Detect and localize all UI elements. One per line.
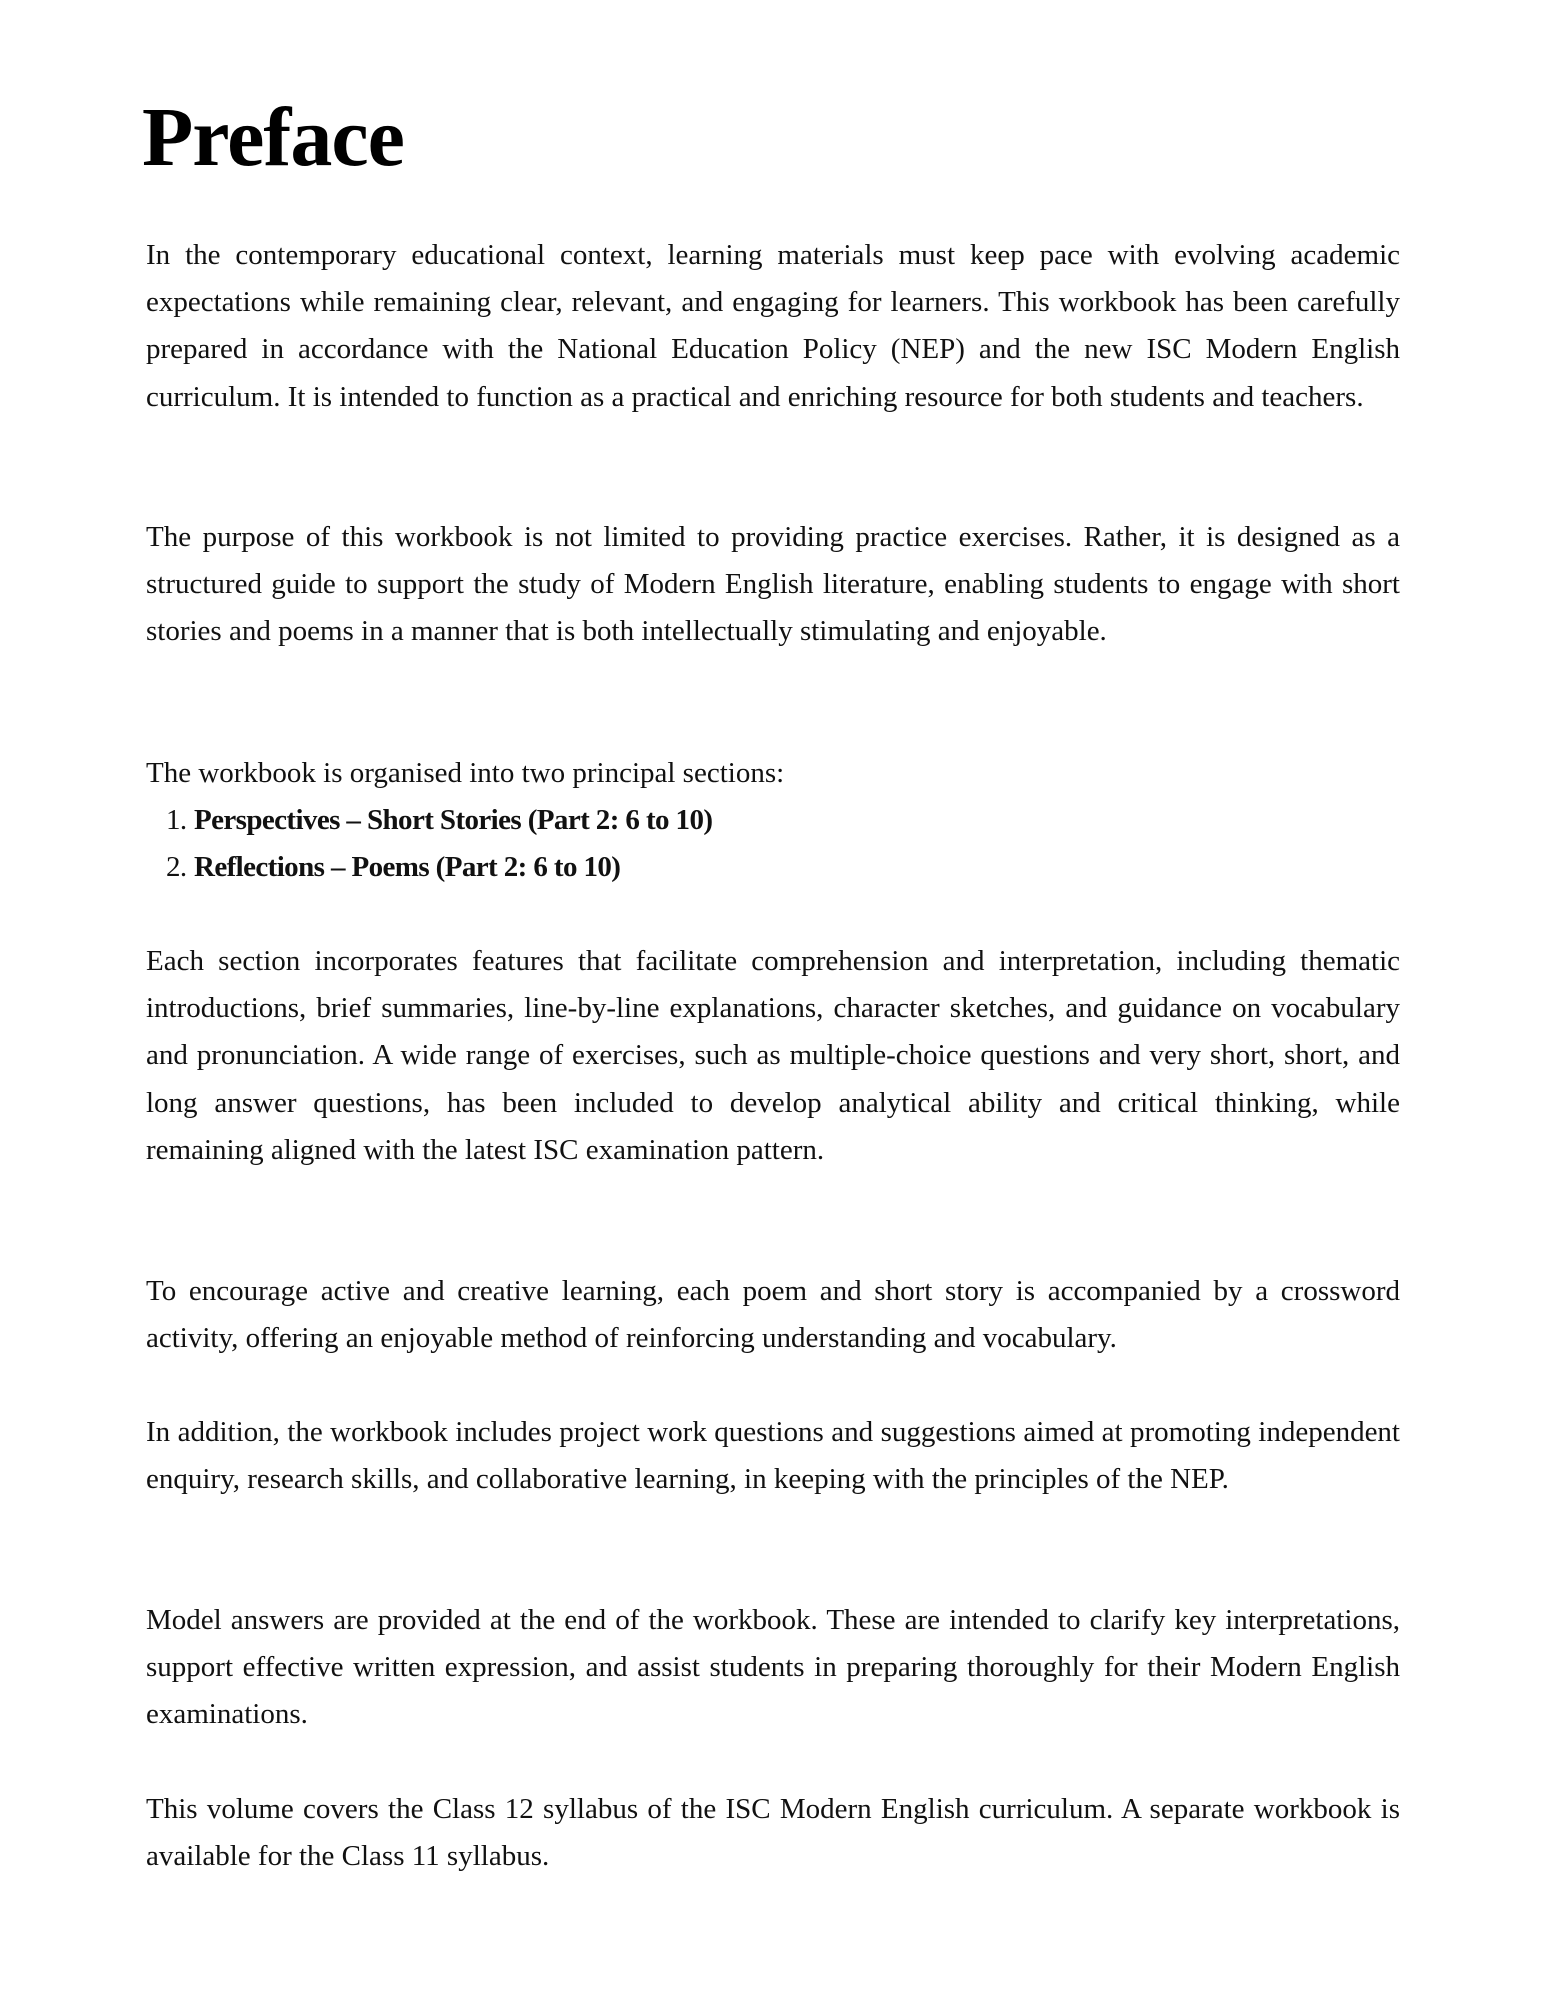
paragraph-features: Each section incorporates features that facilitate comprehension and interpretation, including thematic introductions, brief summaries, line-by-line explanations, character sketches, and guidance on vocabulary and pronunciation. A wide range of exercises, such as multiple-choice questions and very short, short, and long answer questions, has been included to develop analytical ability and critical thinking, while remaining aligned with the latest ISC examination pattern. (146, 945, 1400, 1166)
paragraph-sections-lead: The workbook is organised into two principal sections: (146, 757, 785, 789)
paragraph-volume-scope: This volume covers the Class 12 syllabus of the ISC Modern English curriculum. A separate workbook is available for the Class 11 syllabus. (146, 1793, 1400, 1873)
paragraph-intro: In the contemporary educational context, learning materials must keep pace with evolving academic expectations while remaining clear, relevant, and engaging for learners. This workbook has been carefully prepared in accordance with the National Education Policy (NEP) and the new ISC Modern English curriculum. It is intended to function as a practical and enriching resource for both students and teachers. (146, 239, 1400, 413)
paragraph-purpose: The purpose of this workbook is not limited to providing practice exercises. Rather, it is designed as a structured guide to support the study of Modern English literature, enabling students to engage with short stories and poems in a manner that is both intellectually stimulating and enjoyable. (146, 521, 1400, 648)
page-title: Preface (142, 91, 404, 184)
sections-list-item (146, 797, 1400, 844)
paragraph-model-answers: Model answers are provided at the end of the workbook. These are intended to clarify key interpretations, support effective written expression, and assist students in preparing thoroughly for their Modern English examinations. (146, 1604, 1400, 1731)
sections-list-item (146, 844, 1400, 891)
list-item-label: Perspectives – Short Stories (Part 2: 6 to 10) (194, 804, 713, 836)
list-item-label: Reflections – Poems (Part 2: 6 to 10) (194, 851, 621, 884)
paragraph-project-work: In addition, the workbook includes project work questions and suggestions aimed at promoting independent enquiry, research skills, and collaborative learning, in keeping with the principles of the NEP. (146, 1416, 1400, 1496)
list-item-number: 2. (166, 851, 187, 884)
list-item-number: 1. (166, 804, 187, 836)
paragraph-crossword: To encourage active and creative learning, each poem and short story is accompanied by a crossword activity, offering an enjoyable method of reinforcing understanding and vocabulary. (146, 1275, 1400, 1355)
sections-list (146, 797, 1400, 891)
